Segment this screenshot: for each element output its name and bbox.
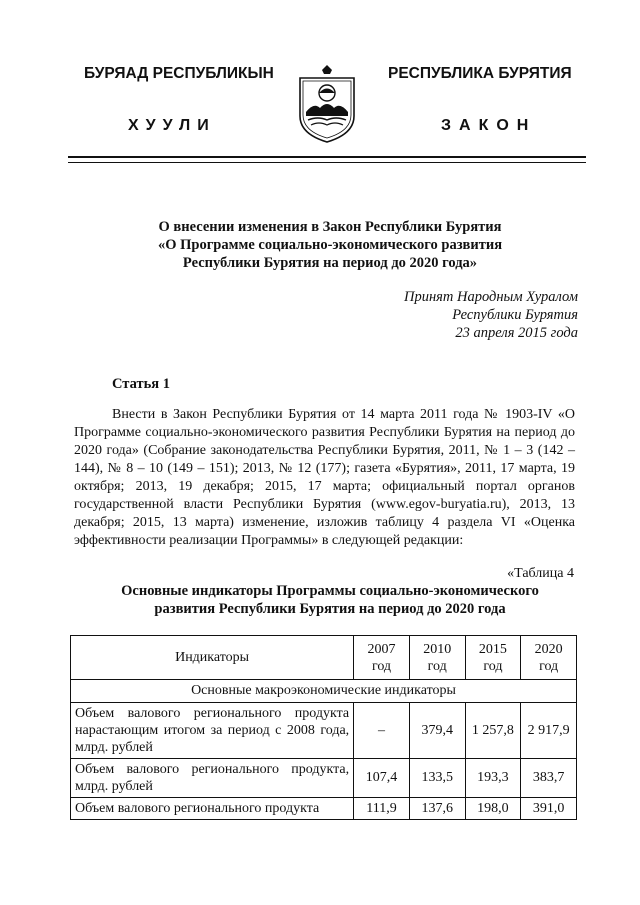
adoption-line: Республики Бурятия [452,307,578,323]
header-right-subtitle: ЗАКОН [441,117,537,134]
indicator-cell: Объем валового регионального продукта нарастающим итогом за период с 2008 года, млрд. рублей [71,703,354,759]
table-section-row [71,680,577,703]
indicator-cell: Объем валового регионального продукта, млрд. рублей [71,759,354,798]
header-year: 2015 год [465,636,521,680]
header-indicator: Индикаторы [71,636,354,680]
coat-of-arms-icon [296,64,358,144]
adoption-note [404,288,578,342]
value-cell: 198,0 [465,798,521,820]
header-rule-thick [68,156,586,158]
value-cell: 137,6 [409,798,465,820]
header-rule-thin [68,162,586,163]
value-cell: – [354,703,410,759]
law-title-line: Республики Бурятия на период до 2020 года» [182,255,478,271]
value-cell: 391,0 [521,798,577,820]
header-year: 2020 год [521,636,577,680]
table-title-line: развития Республики Бурятия на период до 2020 года [154,601,506,617]
value-cell: 379,4 [409,703,465,759]
law-title-line: «О Программе социально-экономического развития [157,237,503,253]
table-reference: «Таблица 4 [507,566,574,581]
value-cell: 193,3 [465,759,521,798]
table-header-row [71,636,577,680]
table-row [71,798,577,820]
header-left-subtitle: ХУУЛИ [128,117,216,134]
article-heading: Статья 1 [112,376,170,392]
table-row [71,703,577,759]
adoption-date: 23 апреля 2015 года [455,325,578,341]
table-row [71,759,577,798]
header-year: 2007 год [354,636,410,680]
law-title-line: О внесении изменения в Закон Республики Бурятия [158,219,502,235]
header-year: 2010 год [409,636,465,680]
header-left-title: БУРЯАД РЕСПУБЛИКЫН [84,65,274,82]
section-title: Основные макроэкономические индикаторы [71,680,577,703]
header-right-title: РЕСПУБЛИКА БУРЯТИЯ [388,65,572,82]
law-title [80,218,580,272]
value-cell: 133,5 [409,759,465,798]
value-cell: 1 257,8 [465,703,521,759]
value-cell: 2 917,9 [521,703,577,759]
value-cell: 111,9 [354,798,410,820]
table-title-line: Основные индикаторы Программы социально-экономического [121,583,539,599]
indicator-cell: Объем валового регионального продукта [71,798,354,820]
value-cell: 383,7 [521,759,577,798]
table-title [80,582,580,618]
adoption-line: Принят Народным Хуралом [403,289,578,305]
value-cell: 107,4 [354,759,410,798]
indicators-table [70,635,577,820]
article-body: Внести в Закон Республики Бурятия от 14 марта 2011 года № 1903-IV «О Программе социально-экономического развития Республики Бурятия на период до 2020 года» (Собрание законодательства Республики Бурятия, 2011, № 1 – 3 (142 – 144), № 8 – 10 (149 – 151); 2013, № 12 (177); газета «Бурятия», 2011, 17 марта, 19 октября; 2013, 19 декабря; 2015, 17 марта; официальный портал органов государственной власти Республики Бурятия (www.egov-buryatia.ru), 2013, 13 декабря; 2015, 13 марта) изменение, изложив таблицу 4 раздела VI «Оценка эффективности реализации Программы» в следующей редакции: [74,407,575,548]
